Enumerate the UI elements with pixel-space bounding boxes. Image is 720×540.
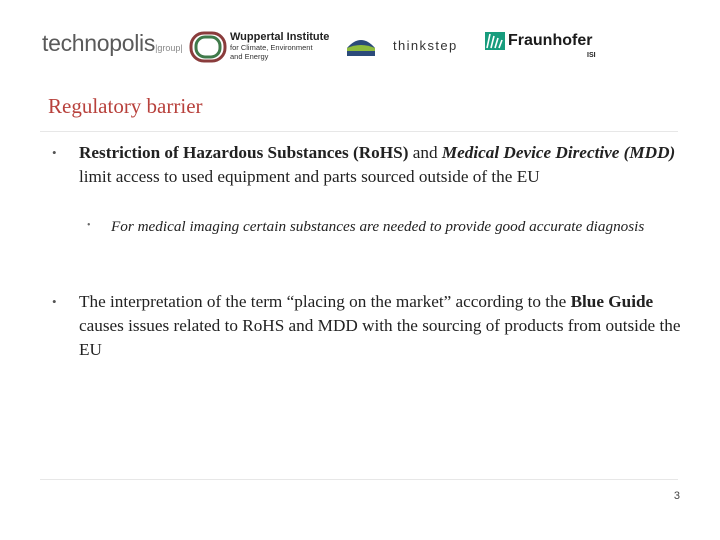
bullet-rest: limit access to used equipment and parts sourced outside of the EU [79,167,540,186]
sub-bullet-marker: • [87,220,91,231]
technopolis-logo [42,30,183,57]
technopolis-wordmark: technopolis [42,30,156,56]
sub-bullet-text: For medical imaging certain substances are needed to provide good accurate diagnosis [111,218,645,235]
bullet-rest: causes issues related to RoHS and MDD with the sourcing of products from outside the EU [79,316,681,359]
rohs-term: Restriction of Hazardous Substances (RoHS) [79,143,409,162]
bullet-text-blue-guide [79,290,691,362]
wuppertal-name: Wuppertal Institute [230,31,330,43]
bullet-text-rohs-mdd [79,141,691,189]
thinkstep-logo-icon [345,34,377,58]
fraunhofer-wordmark: Fraunhofer [508,32,593,49]
title-divider [40,131,678,132]
technopolis-group-suffix: |group| [155,43,183,53]
bullet-connector: and [408,143,442,162]
page-number: 3 [673,490,680,502]
bullet-intro: The interpretation of the term “placing on the market” according to the [79,292,571,311]
wuppertal-line2: for Climate, Environment [230,43,313,52]
blue-guide-term: Blue Guide [570,292,654,311]
footer-divider [40,479,678,480]
bullet-marker: • [52,145,57,160]
bullet-marker: • [52,294,57,309]
mdd-term: Medical Device Directive (MDD) [441,143,676,162]
wuppertal-line3: and Energy [230,52,269,61]
wuppertal-logo-icon [189,31,227,63]
slide-title: Regulatory barrier [48,94,203,118]
wuppertal-logo-text [230,31,329,61]
fraunhofer-institute-label: ISI [587,52,596,59]
fraunhofer-logo-icon [485,32,505,50]
thinkstep-wordmark: thinkstep [393,38,458,53]
